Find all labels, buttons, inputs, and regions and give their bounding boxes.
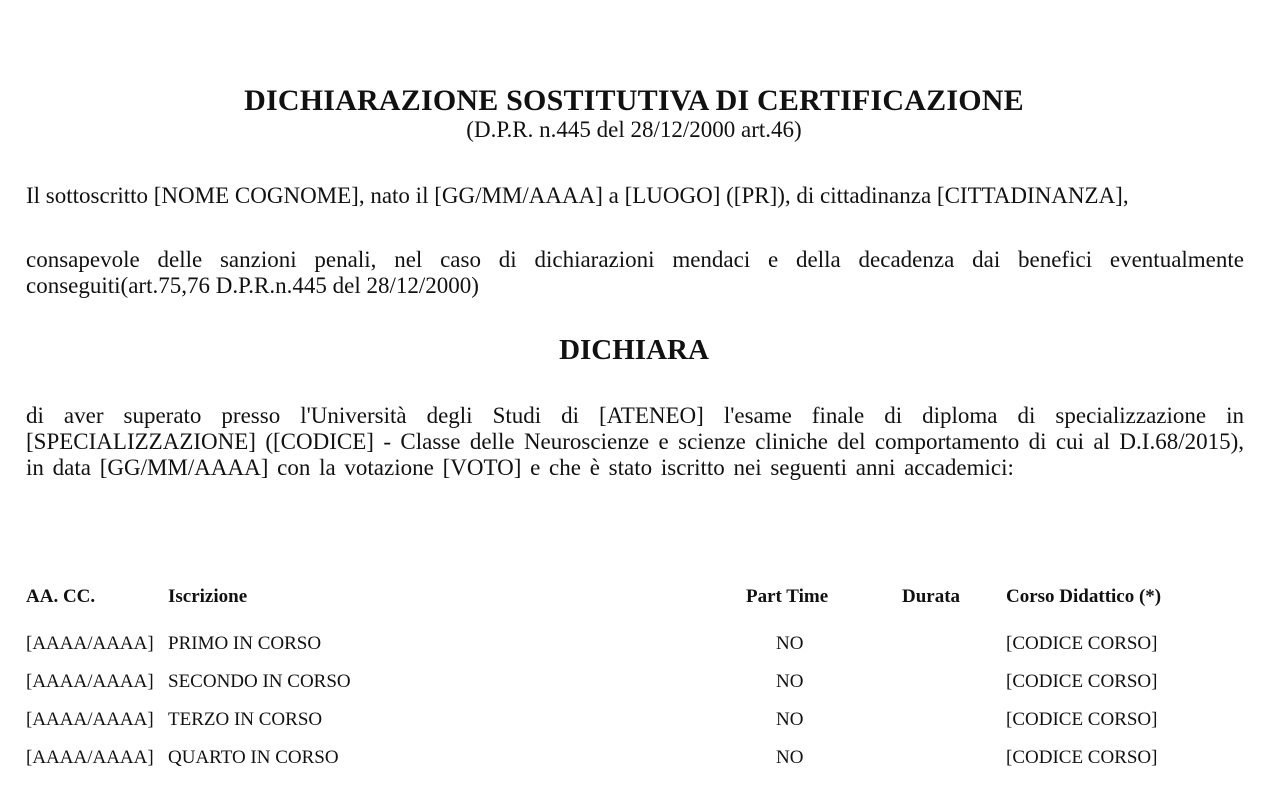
header-iscrizione: Iscrizione [168,586,248,607]
awareness-statement: consapevole delle sanzioni penali, nel caso di dichiarazioni mendaci e della decadenza dai benefici eventualmente conseguiti(art.75,76 D.P.R.n.445 del 28/12/2000) [26,247,1244,298]
cell-corso-didattico: [CODICE CORSO] [1006,709,1158,730]
declaration-body: di aver superato presso l'Università degli Studi di [ATENEO] l'esame finale di diploma di specializzazione in [SPECIALIZZAZIONE] ([CODICE] - Classe delle Neuroscienze e scienze cliniche del comportamento di cui al D.I.68/2015), in data [GG/MM/AAAA] con la votazione [VOTO] e che è stato iscritto nei seguenti anni accademici: [26,403,1244,480]
declares-heading: DICHIARA [559,334,709,366]
declarant-intro: Il sottoscritto [NOME COGNOME], nato il [GG/MM/AAAA] a [LUOGO] ([PR]), di cittadinanza [CITTADINANZA], [26,183,1129,208]
cell-aa-cc: [AAAA/AAAA] [26,671,154,692]
cell-part-time: NO [776,671,804,692]
header-corso-didattico: Corso Didattico (*) [1006,586,1162,607]
cell-corso-didattico: [CODICE CORSO] [1006,633,1158,654]
cell-aa-cc: [AAAA/AAAA] [26,633,154,654]
document-title: DICHIARAZIONE SOSTITUTIVA DI CERTIFICAZIONE [244,84,1024,117]
cell-part-time: NO [776,633,804,654]
cell-iscrizione: TERZO IN CORSO [168,709,323,730]
cell-corso-didattico: [CODICE CORSO] [1006,747,1158,768]
header-aa-cc: AA. CC. [26,586,96,607]
cell-corso-didattico: [CODICE CORSO] [1006,671,1158,692]
cell-aa-cc: [AAAA/AAAA] [26,709,154,730]
document-subtitle: (D.P.R. n.445 del 28/12/2000 art.46) [466,117,802,142]
cell-iscrizione: PRIMO IN CORSO [168,633,322,654]
cell-part-time: NO [776,747,804,768]
header-part-time: Part Time [746,586,829,607]
cell-iscrizione: SECONDO IN CORSO [168,671,351,692]
cell-part-time: NO [776,709,804,730]
cell-aa-cc: [AAAA/AAAA] [26,747,154,768]
header-durata: Durata [902,586,961,607]
cell-iscrizione: QUARTO IN CORSO [168,747,339,768]
